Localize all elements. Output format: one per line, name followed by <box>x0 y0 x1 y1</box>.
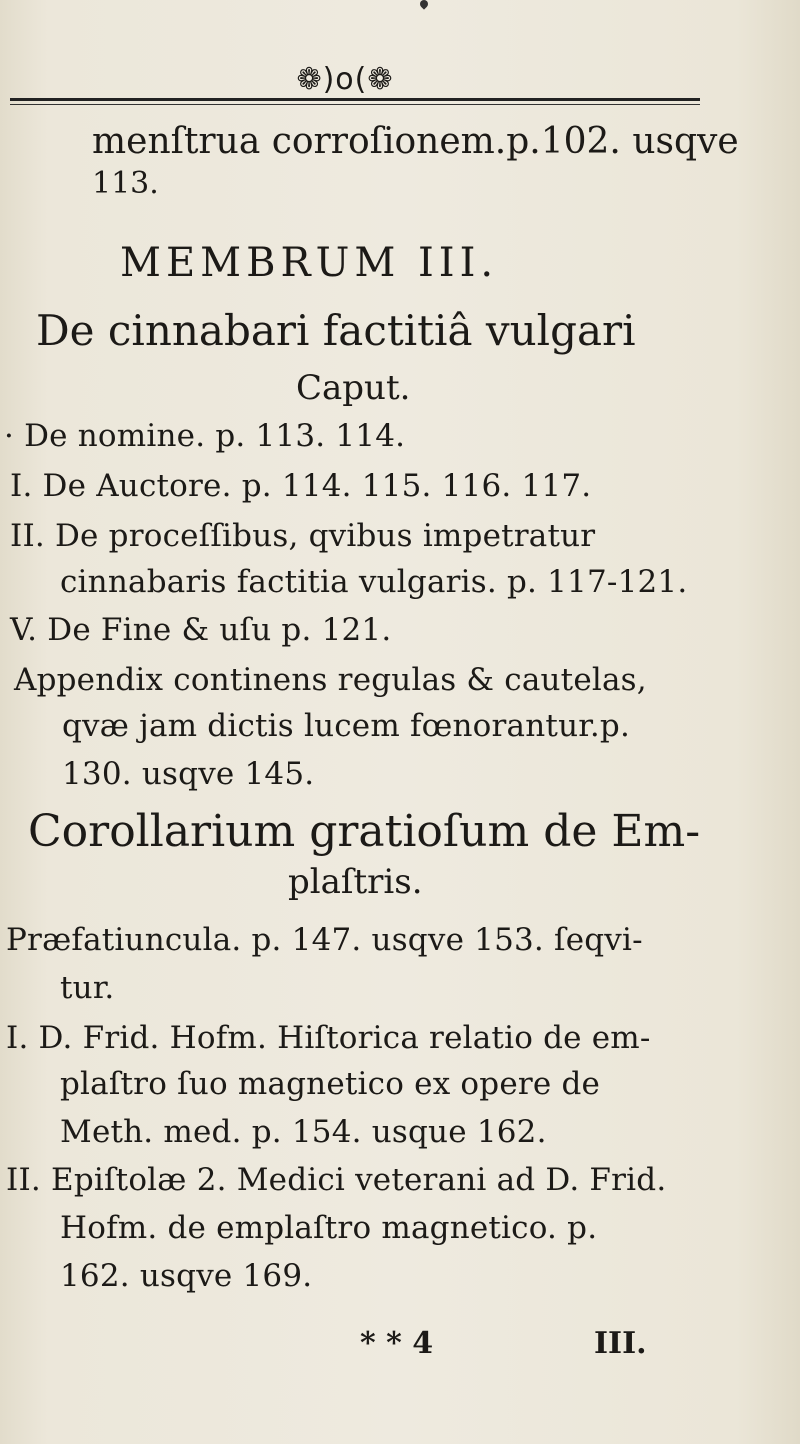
section-subheading: Caput. <box>296 368 411 408</box>
section-title: MEMBRUM III. <box>120 240 499 286</box>
section-heading: De cinnabari factitiâ vulgari <box>36 306 636 355</box>
toc-entry-continued: tur. <box>60 970 115 1006</box>
corollary-heading: Corollarium gratioſum de Em- <box>28 806 701 857</box>
text-line: 113. <box>92 166 159 201</box>
header-ornament: ❁)o(❁ <box>296 62 394 97</box>
toc-entry: I. De Auctore. p. 114. 115. 116. 117. <box>10 468 592 504</box>
header-rule-thick <box>10 98 700 101</box>
page-header <box>0 62 800 102</box>
toc-entry-continued: 130. usqve 145. <box>62 756 315 792</box>
toc-entry: V. De Fine & uſu p. 121. <box>10 612 392 648</box>
toc-entry-continued: Meth. med. p. 154. usque 162. <box>60 1114 547 1150</box>
toc-entry-continued: cinnabaris factitia vulgaris. p. 117-121. <box>60 564 688 600</box>
ink-speck <box>418 0 429 10</box>
catchword: III. <box>594 1326 647 1361</box>
toc-entry-continued: Hofm. de emplaſtro magnetico. p. <box>60 1210 598 1246</box>
toc-entry: II. De proceſſibus, qvibus impetratur <box>10 518 596 554</box>
toc-entry-continued: qvæ jam dictis lucem fœnorantur.p. <box>62 708 630 744</box>
toc-entry-continued: plaſtro ſuo magnetico ex opere de <box>60 1066 601 1102</box>
toc-entry: I. D. Frid. Hofm. Hiſtorica relatio de em- <box>6 1020 651 1056</box>
signature-mark: * * 4 <box>360 1326 434 1361</box>
corollary-heading-continued: plaſtris. <box>288 862 423 902</box>
toc-entry: Præfatiuncula. p. 147. usqve 153. ſeqvi- <box>6 922 643 958</box>
toc-entry-continued: 162. usqve 169. <box>60 1258 313 1294</box>
toc-entry: Appendix continens regulas & cautelas, <box>14 662 647 698</box>
header-rule-thin <box>10 104 700 105</box>
text-line: menſtrua corroſionem.p.102. usqve <box>92 121 739 162</box>
toc-entry: · De nomine. p. 113. 114. <box>4 418 406 454</box>
toc-entry: II. Epiſtolæ 2. Medici veterani ad D. Frid. <box>6 1162 667 1198</box>
